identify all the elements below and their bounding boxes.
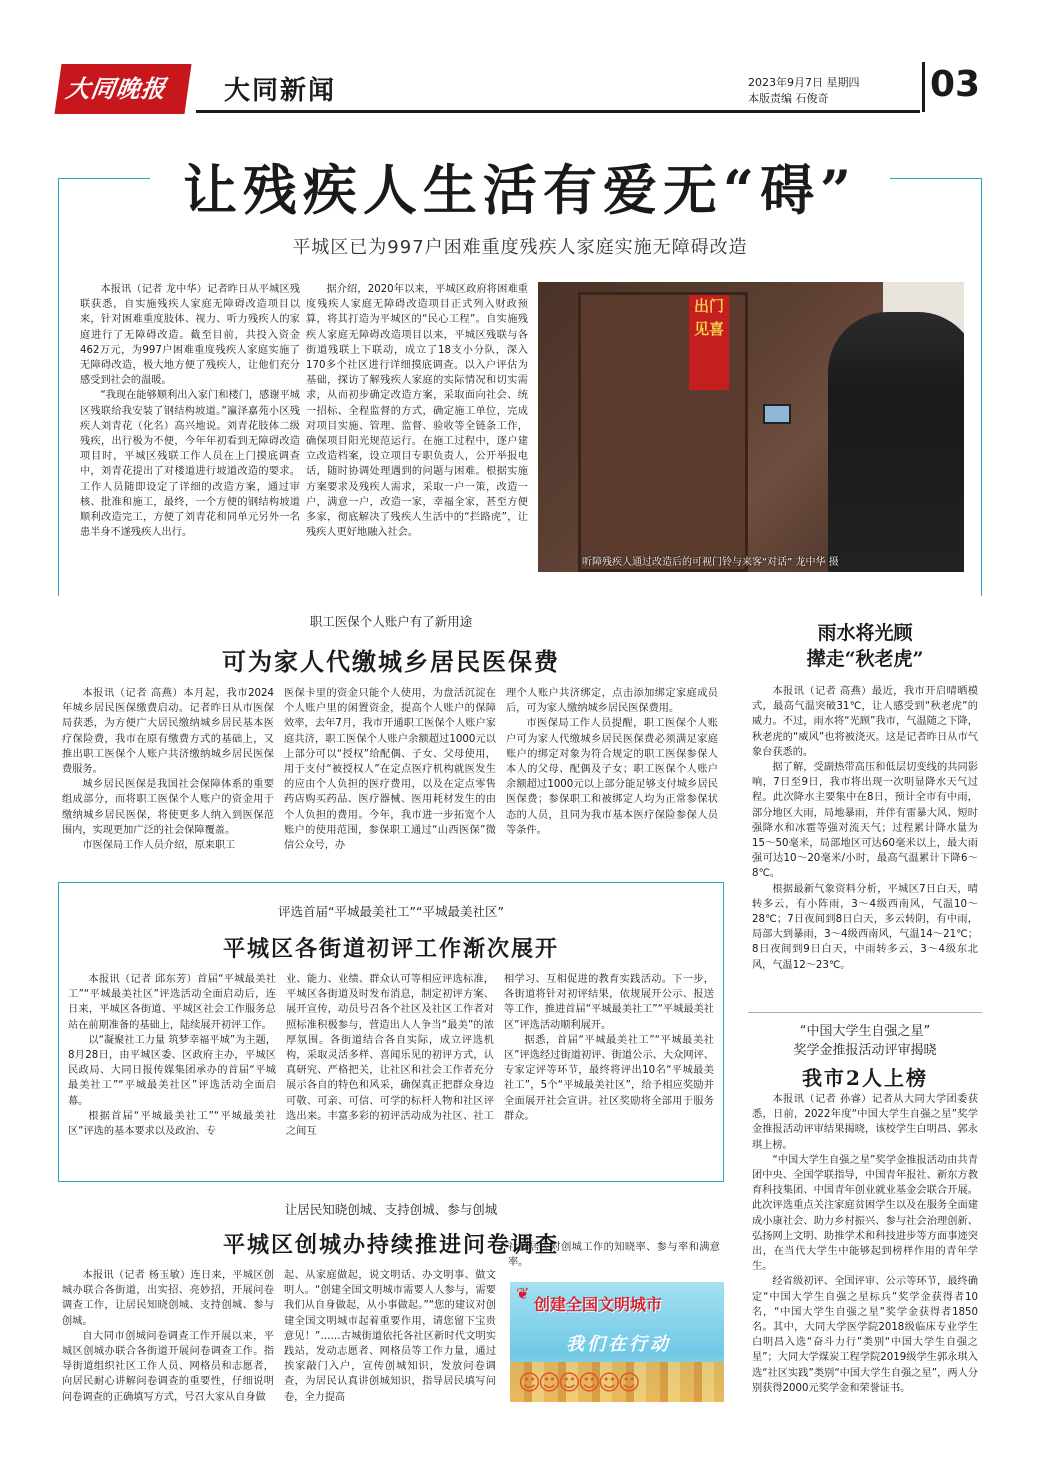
section-title: 大同新闻	[224, 76, 337, 106]
story2-kicker: 职工医保个人账户有了新用途	[309, 614, 473, 629]
paragraph: 本报讯（记者 龙中华）记者昨日从平城区残联获悉，自实施残疾人家庭无障碍改造项目以来，针对困难重度肢体、视力、听力残疾人的家庭进行了无障碍改造。截至目前，共投入资金462万元，为997户困难重度残疾人家庭实施了无障碍改造，极大地方便了残疾人，让他们充分感受到社会的温暖。	[80, 284, 300, 387]
story3-column-1	[68, 972, 276, 1139]
award-kicker: “中国大学生自强之星” 奖学金推报活动评审揭晓	[793, 1024, 937, 1058]
paragraph: 本报讯（记者 高燕）本月起，我市2024年城乡居民医保缴费启动。记者昨日从市医保局获悉，为方便广大居民缴纳城乡居民基本医疗保险费，我市在原有缴费方式的基础上，又推出职工医保个人账户共济缴纳城乡居民医保费服务。	[62, 688, 274, 776]
paragraph: 经省级初评、全国评审、公示等环节，最终确定“中国大学生自强之星标兵”奖学金获得者10名，“中国大学生自强之星”奖学金获得者1850名。其中，大同大学医学院2018级临床专业学生白明昌入选“奋斗力行”类别“中国大学生自强之星”；大同大学煤炭工程学院2019级学生郭永琪入选“社区实践”类别“中国大学生自强之星”，两人分别获得2000元奖学金和荣誉证书。	[752, 1276, 978, 1394]
paragraph: 社区居民对创城工作的知晓率、参与率和满意率。	[508, 1242, 720, 1269]
lead-column-2	[306, 282, 528, 540]
paragraph: 据悉，首届“平城最美社工”“平城最美社区”评选经过街道初评、街道公示、大众网评、专家定评等环节，最终将评出10名“平城最美社工”，5个“平城最美社区”，给予相应奖励并全面展开社会宣讲。社区奖励将全部用于服务群众。	[504, 1034, 714, 1122]
award-headline: 我市2人上榜	[802, 1066, 928, 1090]
civilization-campaign-image	[510, 1282, 724, 1402]
campaign-slogan: 我们在行动	[566, 1334, 671, 1355]
paragraph: 据介绍，2020年以来，平城区政府将困难重度残疾人家庭无障碍改造项目正式列入财政预算，将其打造为平城区的“民心工程”。自实施残疾人家庭无障碍改造项目以来，平城区残联与各街道残联上下联动，成立了18支小分队，深入170多个社区进行详细摸底调查。以入户评估为基础，探访了解残疾人家庭的实际情况和切实需求，从而初步确定改造方案，采取面向社会、统一招标、全程监督的方式，确定施工单位，完成对项目实施、管理、监督、验收等全链条工作，确保项目阳光规范运行。在施工过程中，逐户建立改造档案，设立项目专职负责人，公开举报电话，随时协调处理遇到的问题与困难。根据实施方案要求及残疾人需求，采取一户一策，改造一户，满意一户，改造一家，幸福全家，甚至方便多家，彻底解决了残疾人生活中的“拦路虎”，让残疾人更好地融入社会。	[306, 284, 528, 539]
award-column	[752, 1092, 978, 1396]
paragraph: “中国大学生自强之星”奖学金推报活动由共青团中央、全国学联指导，中国青年报社、新东方教育科技集团、中国青年创业就业基金会联合开展。此次评选重点关注家庭贫困学生以及在服务全面建成小康社会、助力乡村振兴、参与社会治理创新、弘扬网上文明、助推学术和科技进步等方面事迹突出，在当代大学生中能够起到榜样作用的青年学生。	[752, 1154, 978, 1273]
campaign-banner: 创建全国文明城市	[534, 1295, 663, 1314]
paragraph: 自大同市创城问卷调查工作开展以来，平城区创城办联合各街道开展问卷调查工作。指导街道组织社区工作人员、网格员和志愿者，向居民耐心讲解问卷调查的重要性，仔细说明问卷调查的正确填写方式，号召大家从自身做	[62, 1330, 274, 1403]
newspaper-logo: 大同晚报	[54, 64, 191, 114]
story4-column-1	[62, 1268, 274, 1405]
story4-column-3	[508, 1240, 720, 1270]
lead-column-1	[80, 282, 300, 540]
paragraph: 业、能力、业绩、群众认可等相应评选标准，平城区各街道及时发布消息，制定初评方案、展开宣传，动员号召各个社区及社区工作者对照标准积极参与，营造出人人争当“最美”的浓厚氛围。各街道结合各自实际，成立评选机构，采取灵活多样、喜闻乐见的初评方式，认真研究、严格把关，让社区和社会工作者充分展示各自的特色和风采，确保真正把群众身边可敬、可亲、可信、可学的标杆人物和社区评选出来。丰富多彩的初评活动成为社区、社工之间互	[286, 974, 494, 1138]
story3-column-3	[504, 972, 714, 1124]
story3-column-2	[286, 972, 494, 1139]
story2-headline: 可为家人代缴城乡居民医保费	[222, 647, 560, 676]
lead-headline: 让残疾人生活有爱无“碍”	[182, 158, 858, 222]
paragraph: 起、从家庭做起，说文明话、办文明事、做文明人。“创建全国文明城市需要人人参与，需要我们从自身做起，从小事做起。”“您的建议对创建全国文明城市起着重要作用，请您留下宝贵意见！”……古城街道依托各社区新时代文明实践站，发动志愿者、网格员等工作力量，通过挨家敲门入户，宣传创城知识，发放问卷调查，为居民认真讲创城知识，指导居民填写问卷，全力提高	[284, 1270, 496, 1403]
header-rule	[196, 110, 920, 113]
door-image	[578, 292, 748, 572]
photo-caption: 听障残疾人通过改造后的可视门铃与来客“对话” 龙中华 摄	[582, 557, 839, 568]
issue-date: 2023年9月7日 星期四	[748, 76, 860, 89]
story4-kicker: 让居民知晓创城、支持创城、参与创城	[284, 1202, 498, 1217]
page-number: 03	[930, 64, 981, 105]
story2-column-2	[284, 686, 496, 853]
paragraph: 本报讯（记者 杨玉敏）连日来，平城区创城办联合各街道，出实招、亮妙招，开展问卷调查工作，让居民知晓创城、支持创城、参与创城。	[62, 1270, 274, 1327]
paragraph: 据了解，受副热带高压和低层切变线的共同影响，7日至9日，我市将出现一次明显降水天气过程。此次降水主要集中在8日，预计全市有中雨，部分地区大雨，局地暴雨，并伴有雷暴大风、短时强降水和冰雹等强对流天气；过程累计降水量为15～50毫米，局部地区可达60毫米以上，最大雨强可达10～20毫米/小时，最高气温累计下降6～8℃。	[752, 762, 978, 880]
paragraph: 本报讯（记者 孙睿）记者从大同大学团委获悉，日前，2022年度“中国大学生自强之星”奖学金推报活动评审结果揭晓，该校学生白明昌、郭永琪上榜。	[752, 1094, 978, 1151]
paragraph: 本报讯（记者 高燕）最近，我市开启晴晒模式，最高气温突破31℃，让人感受到“秋老虎”的威力。不过，雨水将“光顾”我市，气温随之下降，秋老虎的“威风”也将被浇灭。这是记者昨日从市气象台获悉的。	[752, 686, 978, 758]
paragraph: 理个人账户共济绑定，点击添加绑定家庭成员后，可为家人缴纳城乡居民医保费用。	[506, 688, 718, 715]
paragraph: “我现在能够顺利出入家门和楼门，感谢平城区残联给我安装了钢结构坡道。”瀛泽嘉苑小区残疾人刘青花（化名）高兴地说。刘青花肢体二级残疾，出行极为不便，今年年初看到无障碍改造项目时，平城区残联工作人员在上门摸底调查中，刘青花提出了对楼道进行坡道改造的要求。工作人员随即设定了详细的改造方案，通过审核、批准和施工，最终，一个方便的钢结构坡道顺利改造完工，方便了刘青花和同单元另外一名患半身不遂残疾人出行。	[80, 390, 300, 539]
lead-subheadline: 平城区已为997户困难重度残疾人家庭实施无障碍改造	[292, 237, 748, 258]
people-icon: ☺☺☺☺☺☺	[518, 1371, 638, 1396]
paragraph: 市医保局工作人员提醒，职工医保个人账户可为家人代缴城乡居民医保费必须满足家庭账户的绑定对象为符合规定的职工医保参保人本人的父母、配偶及子女；职工医保个人账户余额超过1000元以上部分能足够支付城乡居民医保费；参保职工和被绑定人均为正常参保状态的人员，且同为我市基本医疗保险参保人员等条件。	[506, 718, 718, 836]
paragraph: 根据最新气象资料分析，平城区7日白天，晴转多云，有小阵雨，3～4级西南风，气温10～28℃；7日夜间到8日白天，多云转阴，有中雨，局部大到暴雨，3～4级西南风，气温14～21℃；8日夜间到9日白天，中雨转多云，3～4级东北风，气温12～23℃。	[752, 883, 978, 971]
paragraph: 市医保局工作人员介绍，原来职工	[82, 840, 236, 852]
story2-column-1	[62, 686, 274, 853]
dove-icon: ❦	[516, 1284, 530, 1303]
story2-column-3	[506, 686, 718, 838]
weather-column	[752, 684, 978, 973]
column-rule	[748, 1012, 982, 1013]
story3-headline: 平城区各街道初评工作渐次展开	[222, 936, 559, 962]
story4-headline: 平城区创城办持续推进问卷调查	[222, 1232, 559, 1258]
paragraph: 医保卡里的资金只能个人使用，为盘活沉淀在个人账户里的闲置资金，提高个人账户的保障效率，去年7月，我市开通职工医保个人账户家庭共济，职工医保个人账户余额超过1000元以上部分可以“授权”给配偶、子女、父母使用，用于支付“被授权人”在定点医疗机构就医发生的应由个人负担的医疗费用，以及在定点零售药店购买药品、医疗器械、医用耗材发生的由个人负担的费用。今年，我市进一步拓宽个人账户的使用范围，参保职工通过“山西医保”微信公众号，办	[284, 688, 496, 852]
lead-photo	[538, 282, 964, 572]
paragraph: 本报讯（记者 邱东芳）首届“平城最美社工”“平城最美社区”评选活动全面启动后，连日来，平城区各街道、平城区社会工作服务总站在前期准备的基础上，陆续展开初评工作。	[68, 974, 276, 1031]
header-info	[748, 75, 860, 107]
door-couplet: 出门见喜	[689, 295, 729, 390]
video-doorbell	[763, 404, 791, 424]
person-figure	[828, 312, 964, 572]
header-separator	[922, 62, 925, 112]
paragraph: 相学习、互相促进的教育实践活动。下一步，各街道将针对初评结果，依规展开公示、报送等工作，推进首届“平城最美社工”“平城最美社区”评选活动顺利展开。	[504, 974, 714, 1031]
page-editor: 本版责编 石俊奇	[748, 92, 829, 105]
weather-headline: 雨水将光顾 撵走“秋老虎”	[806, 622, 924, 670]
paragraph: 城乡居民医保是我国社会保障体系的重要组成部分，而将职工医保个人账户的资金用于缴纳城乡居民医保，将使更多人纳入到医保范围内，实现更加广泛的社会保障覆盖。	[62, 779, 274, 836]
story4-column-2	[284, 1268, 496, 1405]
story3-kicker: 评选首届“平城最美社工”“平城最美社区”	[278, 904, 504, 919]
paragraph: 以“凝聚社工力量 筑梦幸福平城”为主题，8月28日，由平城区委、区政府主办，平城区民政局、大同日报传媒集团承办的首届“平城最美社工”“平城最美社区”评选活动全面启幕。	[68, 1034, 276, 1107]
paragraph: 根据首届“平城最美社工”“平城最美社区”评选的基本要求以及政治、专	[68, 1110, 276, 1138]
